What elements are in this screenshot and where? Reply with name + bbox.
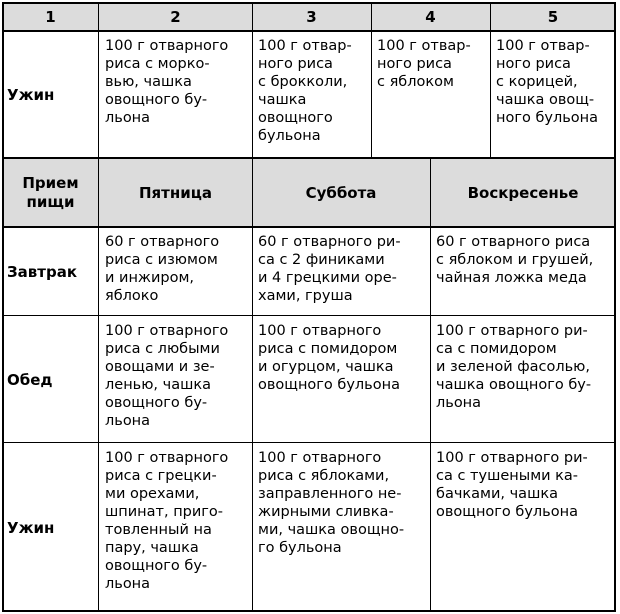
day-header-saturday: Суббота [305,183,377,202]
column-number-5: 5 [547,7,559,26]
dinner-sunday-cell: 100 г отварного ри- са с тушеными ка- бачками, чашка овощного бульона [436,450,588,520]
rule-v-meal [98,2,99,612]
meal-label-lunch: Обед [7,370,53,389]
rule-h-2 [2,157,616,159]
meal-label-dinner-top: Ужин [7,85,55,104]
rule-h-4 [2,315,616,316]
column-number-4: 4 [425,7,436,26]
meal-label-dinner: Ужин [7,518,55,537]
rule-h-3 [2,226,616,228]
meal-column-header: Прием пищи [22,173,79,211]
lunch-saturday-cell: 100 г отварного риса с помидором и огурцом, чашка овощного бульона [258,323,400,393]
rule-h-0 [2,2,616,4]
rule-h-5 [2,442,616,443]
rule-v-top-4 [490,2,491,158]
lunch-sunday-cell: 100 г отварного ри- са с помидором и зеленой фасолью, чашка овощного бу- льона [436,323,592,411]
meal-label-breakfast: Завтрак [7,262,78,281]
day-header-friday: Пятница [139,183,212,202]
rule-h-6 [2,610,616,612]
rule-v-top-2 [252,2,253,158]
top-dinner-cell-2: 100 г отварного риса с морко- вью, чашка овощного бу- льона [105,38,229,126]
rule-v-right [614,2,616,612]
breakfast-friday-cell: 60 г отварного риса с изюмом и инжиром, яблоко [105,234,220,304]
rule-v-bottom-1 [252,158,253,612]
rule-v-top-3 [371,2,372,158]
dinner-friday-cell: 100 г отварного риса с грецки- ми орехами, шпинат, приго- товленный на пару, чашка овощного бу- льона [105,450,229,592]
top-dinner-cell-5: 100 г отвар- ного риса с корицей, чашка овощ- ного бульона [496,38,599,126]
rule-v-bottom-2 [430,158,431,612]
rule-v-left [2,2,4,612]
dinner-saturday-cell: 100 г отварного риса с яблоками, заправленного не- жирными сливка- ми, чашка овощно- го бульона [258,450,405,556]
top-dinner-cell-3: 100 г отвар- ного риса с брокколи, чашка овощного бульона [258,38,352,144]
breakfast-saturday-cell: 60 г отварного ри- са с 2 финиками и 4 грецкими оре- хами, груша [258,234,401,304]
column-number-3: 3 [306,7,317,26]
breakfast-sunday-cell: 60 г отварного риса с яблоком и грушей, чайная ложка меда [436,234,594,286]
rule-h-1 [2,30,616,32]
lunch-friday-cell: 100 г отварного риса с любыми овощами и зе- ленью, чашка овощного бу- льона [105,323,229,429]
top-dinner-cell-4: 100 г отвар- ного риса с яблоком [377,38,471,90]
column-number-2: 2 [170,7,181,26]
meal-plan-table [2,2,616,612]
column-number-1: 1 [45,7,56,26]
day-header-sunday: Воскресенье [467,183,579,202]
